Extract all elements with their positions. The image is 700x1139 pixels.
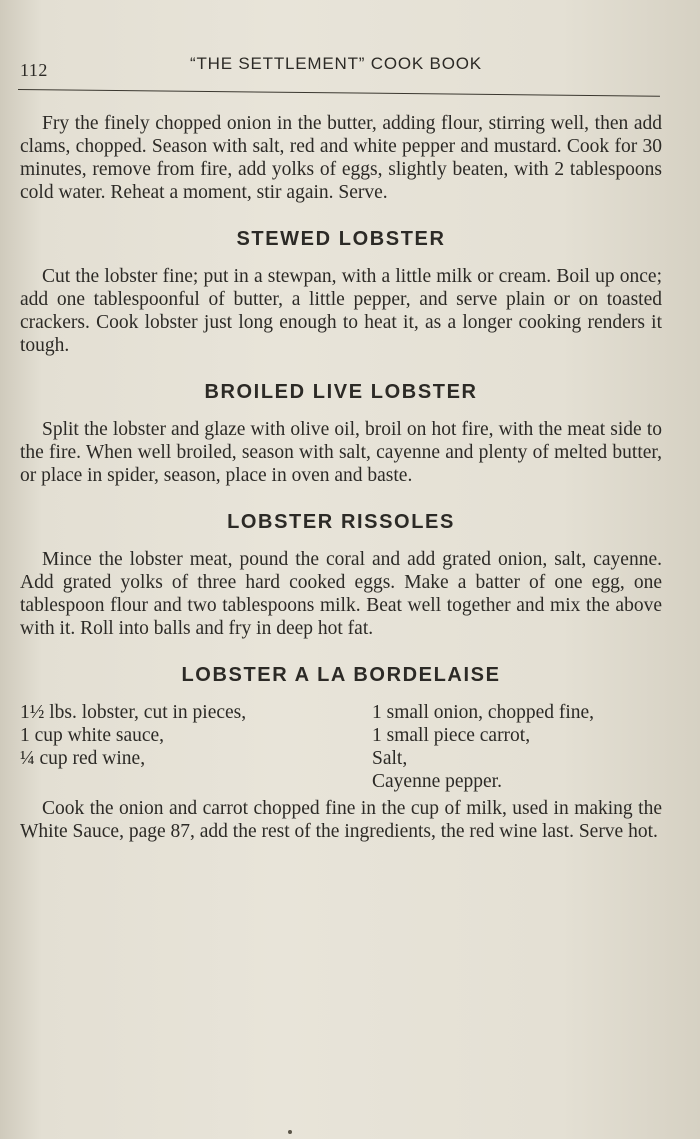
page-header: [20, 54, 660, 84]
running-title: “THE SETTLEMENT” COOK BOOK: [190, 54, 482, 73]
clam-recipe-paragraph: Fry the finely chopped onion in the butter, adding flour, stirring well, then add clams, chopped. Season with salt, red and white pepper and mustard. Cook for 30 minutes, remove from fire, add yolks of eggs, slightly beaten, with 2 tablespoons cold water. Reheat a moment, stir again. Serve.: [20, 113, 662, 203]
page-number: 112: [20, 60, 48, 80]
stewed-lobster-heading: STEWED LOBSTER: [236, 228, 446, 250]
page-body: [20, 112, 662, 843]
stewed-lobster-paragraph: Cut the lobster fine; put in a stewpan, with a little milk or cream. Boil up once; add one tablespoonful of butter, a little pepper, and serve plain or on toasted crackers. Cook lobster just long enough to heat it, as a longer cooking renders it tough.: [20, 266, 662, 356]
ingredient-item: 1 small onion, chopped fine,: [372, 702, 595, 723]
lobster-rissoles-paragraph: Mince the lobster meat, pound the coral and add grated onion, salt, cayenne. Add grated yolks of three hard cooked eggs. Make a batter of one egg, one tablespoon flour and two tablespoons milk. Beat well together and mix the above with it. Roll into balls and fry in deep hot fat.: [20, 549, 662, 639]
ingredient-item: Cayenne pepper.: [372, 771, 502, 792]
ingredient-list: [20, 701, 662, 793]
ingredient-column-right: [372, 701, 662, 793]
ink-speck: [288, 1130, 292, 1134]
lobster-rissoles-heading: LOBSTER RISSOLES: [227, 511, 455, 533]
ingredient-item: ¼ cup red wine,: [20, 748, 146, 769]
header-rule: [18, 89, 660, 97]
ingredient-column-left: [20, 701, 372, 793]
lobster-bordelaise-paragraph: Cook the onion and carrot chopped fine in the cup of milk, used in making the White Sauce, page 87, add the rest of the ingredients, the red wine last. Serve hot.: [20, 798, 662, 842]
lobster-bordelaise-heading: LOBSTER A LA BORDELAISE: [181, 664, 501, 686]
broiled-live-lobster-heading: BROILED LIVE LOBSTER: [204, 381, 478, 403]
ingredient-item: 1 small piece carrot,: [372, 725, 531, 746]
ingredient-item: 1 cup white sauce,: [20, 725, 165, 746]
ingredient-item: Salt,: [372, 748, 408, 769]
ingredient-item: 1½ lbs. lobster, cut in pieces,: [20, 702, 247, 723]
broiled-live-lobster-paragraph: Split the lobster and glaze with olive oil, broil on hot fire, with the meat side to the fire. When well broiled, season with salt, cayenne and plenty of melted butter, or place in spider, season, place in oven and baste.: [20, 419, 662, 486]
